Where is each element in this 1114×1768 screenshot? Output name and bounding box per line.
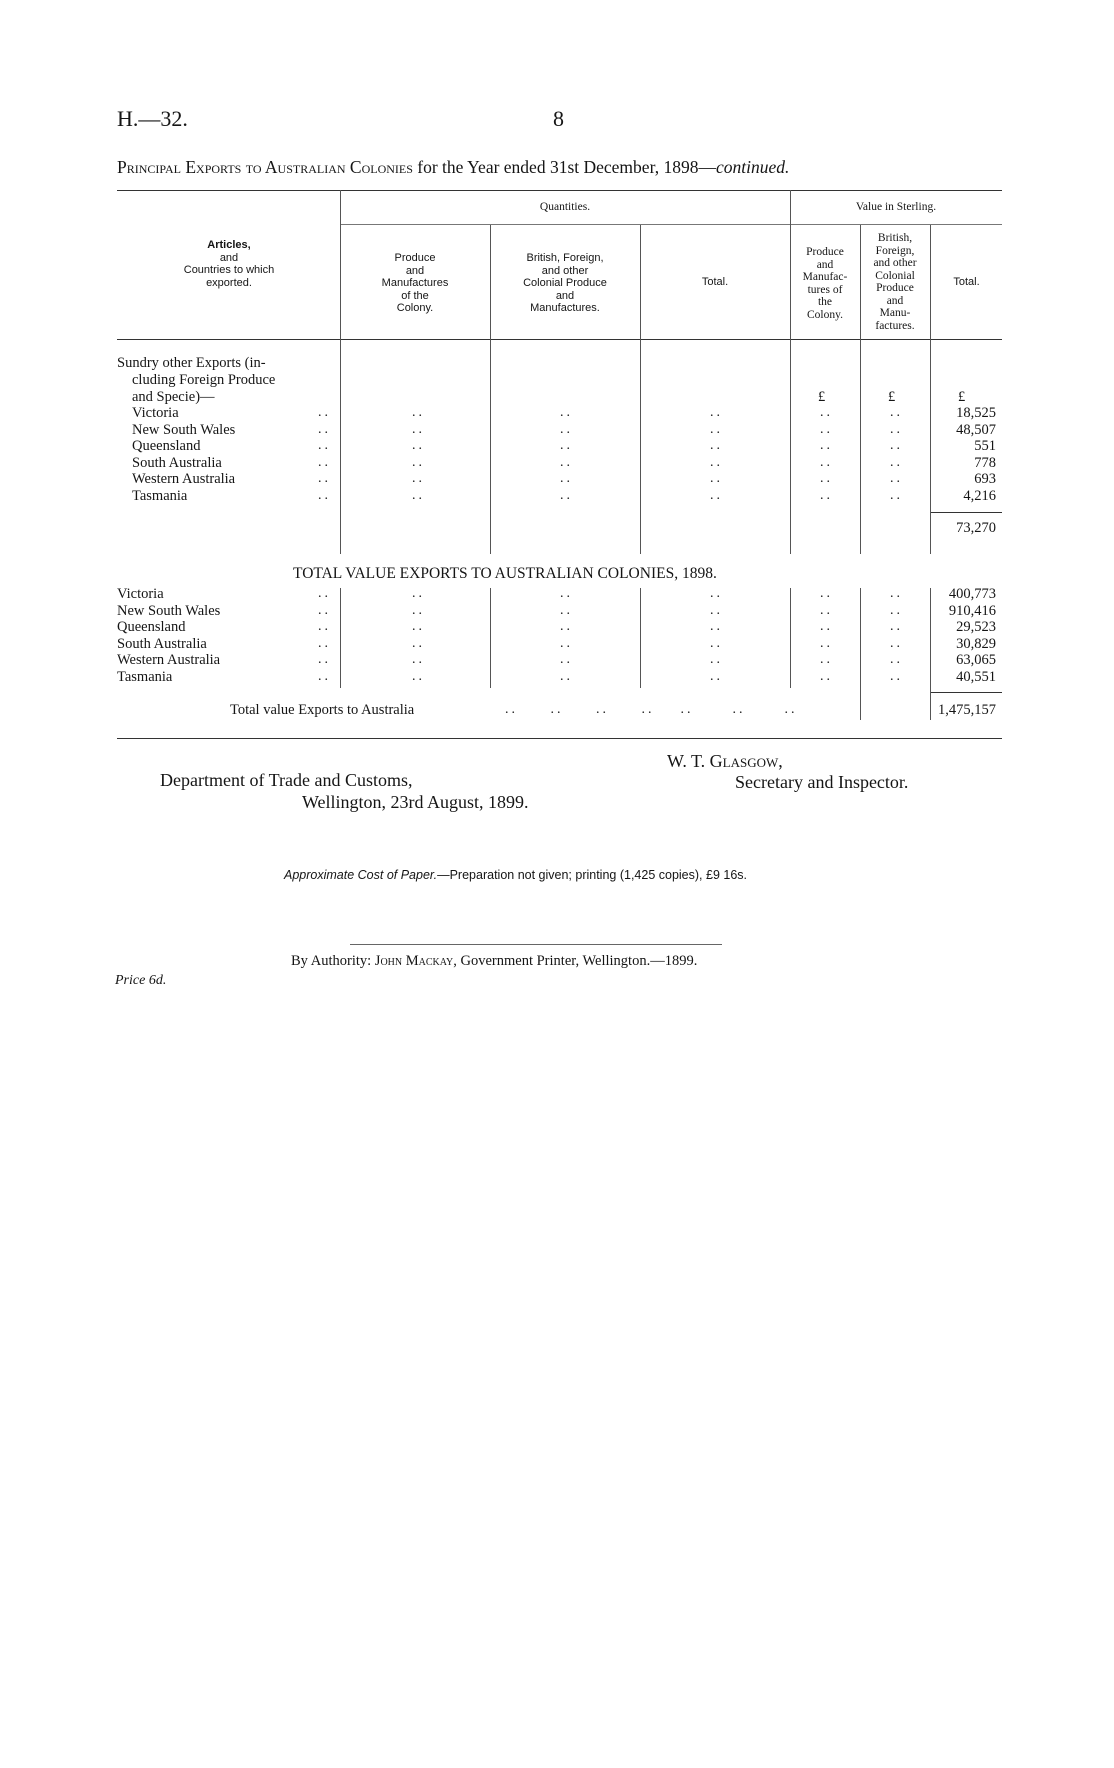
empty-cell-dots: .. <box>560 652 573 667</box>
currency-symbol: £ <box>818 389 826 405</box>
signatory-name: W. T. Glasgow, <box>667 751 783 771</box>
empty-cell-dots: .. <box>560 635 573 651</box>
title-main: for the Year ended 31st December, 1898— <box>412 157 716 177</box>
empty-cell-dots: .. <box>820 421 833 437</box>
cost-note: Approximate Cost of Paper.—Preparation not given; printing (1,425 copies), £9 16s. <box>284 868 747 882</box>
grand-total-rule <box>931 692 1002 693</box>
leader-dots: .. <box>318 471 331 486</box>
row-value: 63,065 <box>956 652 996 668</box>
row-value: 551 <box>974 438 996 454</box>
empty-cell-dots: .. <box>710 454 723 470</box>
empty-cell-dots: .. <box>890 635 903 651</box>
empty-cell-dots: .. <box>710 619 723 634</box>
empty-cell-dots: .. <box>560 602 573 618</box>
empty-cell-dots: .. <box>412 586 425 601</box>
empty-cell-dots: .. <box>890 454 903 470</box>
empty-cell-dots: .. <box>560 438 573 453</box>
empty-cell-dots: .. <box>412 619 425 634</box>
leader-dots: .. <box>318 405 331 420</box>
currency-symbol: £ <box>958 389 966 405</box>
row-name: Queensland <box>117 619 186 635</box>
empty-cell-dots: .. <box>710 405 723 420</box>
leader-dots: .. <box>318 619 331 634</box>
signatory-title: Secretary and Inspector. <box>735 772 909 792</box>
quantities-underline <box>340 224 790 225</box>
empty-cell-dots: .. <box>890 652 903 667</box>
row-value: 40,551 <box>956 668 996 685</box>
col-divider-4 <box>790 190 791 554</box>
totals-heading: TOTAL VALUE EXPORTS TO AUSTRALIAN COLONIES, 1898. <box>293 565 717 582</box>
empty-cell-dots: .. <box>560 586 573 601</box>
leader-dots: .. <box>318 586 331 601</box>
row-name: Queensland <box>132 438 201 454</box>
empty-cell-dots: .. <box>710 471 723 486</box>
quantities-header: Quantities. <box>539 201 591 213</box>
empty-cell-dots: .. <box>820 602 833 618</box>
empty-cell-dots: .. <box>560 454 573 470</box>
subtotal-rule <box>931 512 1002 513</box>
sundry-heading-line-1: Sundry other Exports (in- <box>117 355 266 371</box>
v-british-header: British, Foreign, and other Colonial Produce and Manu- factures. <box>873 232 917 332</box>
empty-cell-dots: .. <box>820 471 833 486</box>
empty-cell-dots: .. <box>710 635 723 651</box>
empty-cell-dots: .. <box>890 438 903 453</box>
v-total-header: Total. <box>953 276 980 288</box>
table-bottom-rule <box>117 738 1002 739</box>
sundry-subtotal: 73,270 <box>956 520 996 536</box>
leader-dots: .. <box>318 454 331 470</box>
articles-header: Articles, and Countries to which exported. <box>183 239 275 289</box>
empty-cell-dots: .. <box>820 487 833 503</box>
empty-cell-dots: .. <box>412 438 425 453</box>
sundry-heading-line-2: cluding Foreign Produce <box>132 372 276 388</box>
place-date-line: Wellington, 23rd August, 1899. <box>302 792 529 812</box>
empty-cell-dots: .. <box>560 421 573 437</box>
row-name: Western Australia <box>132 471 236 487</box>
empty-cell-dots: .. <box>710 487 723 503</box>
col-divider-6 <box>930 225 931 554</box>
currency-symbol: £ <box>888 389 896 405</box>
empty-cell-dots: .. <box>412 471 425 486</box>
title-italic: continued. <box>715 157 790 177</box>
page-number: 8 <box>553 106 564 131</box>
sundry-heading-line-3: and Specie)— <box>132 389 215 405</box>
col-divider-1b <box>340 588 341 688</box>
authority-rule <box>350 944 722 945</box>
row-value: 48,507 <box>956 421 996 438</box>
empty-cell-dots: .. <box>710 668 723 684</box>
page-title <box>117 157 1007 178</box>
row-name: Victoria <box>117 586 164 602</box>
v-produce-header: Produce and Manufac- tures of the Colony. <box>802 246 848 321</box>
empty-cell-dots: .. <box>820 668 833 684</box>
leader-dots: .. .. .. .. .. .. .. <box>505 702 798 717</box>
title-lead: Principal Exports to Australian Colonies <box>117 157 413 177</box>
empty-cell-dots: .. <box>890 602 903 618</box>
empty-cell-dots: .. <box>820 635 833 651</box>
q-total-header: Total. <box>701 276 729 288</box>
leader-dots: .. <box>318 602 331 618</box>
row-name: New South Wales <box>117 602 221 619</box>
col-divider-3b <box>640 588 641 688</box>
value-in-sterling-header: Value in Sterling. <box>855 201 937 213</box>
leader-dots: .. <box>318 668 331 684</box>
empty-cell-dots: .. <box>710 586 723 601</box>
leader-dots: .. <box>318 635 331 651</box>
empty-cell-dots: .. <box>820 405 833 420</box>
row-value: 18,525 <box>956 405 996 421</box>
q-british-header: British, Foreign, and other Colonial Produce and Manufactures. <box>523 252 607 314</box>
col-divider-2 <box>490 225 491 554</box>
grand-total-label: Total value Exports to Australia <box>230 702 415 718</box>
row-name: Tasmania <box>132 487 188 504</box>
empty-cell-dots: .. <box>820 652 833 667</box>
empty-cell-dots: .. <box>412 602 425 618</box>
empty-cell-dots: .. <box>890 405 903 420</box>
col-divider-1 <box>340 190 341 554</box>
empty-cell-dots: .. <box>820 619 833 634</box>
empty-cell-dots: .. <box>412 421 425 437</box>
empty-cell-dots: .. <box>890 668 903 684</box>
row-value: 400,773 <box>948 586 996 602</box>
empty-cell-dots: .. <box>710 438 723 453</box>
empty-cell-dots: .. <box>560 619 573 634</box>
empty-cell-dots: .. <box>412 454 425 470</box>
leader-dots: .. <box>318 487 331 503</box>
row-name: Victoria <box>132 405 179 421</box>
empty-cell-dots: .. <box>820 454 833 470</box>
empty-cell-dots: .. <box>560 668 573 684</box>
col-divider-2b <box>490 588 491 688</box>
empty-cell-dots: .. <box>560 487 573 503</box>
row-value: 778 <box>974 454 996 471</box>
empty-cell-dots: .. <box>890 421 903 437</box>
empty-cell-dots: .. <box>890 586 903 601</box>
row-name: South Australia <box>132 454 222 471</box>
empty-cell-dots: .. <box>560 471 573 486</box>
leader-dots: .. <box>318 438 331 453</box>
col-divider-4b <box>790 588 791 688</box>
col-divider-3 <box>640 225 641 554</box>
empty-cell-dots: .. <box>890 487 903 503</box>
empty-cell-dots: .. <box>560 405 573 420</box>
empty-cell-dots: .. <box>820 586 833 601</box>
price-label: Price 6d. <box>115 973 167 988</box>
row-name: South Australia <box>117 635 207 652</box>
empty-cell-dots: .. <box>412 652 425 667</box>
empty-cell-dots: .. <box>412 635 425 651</box>
row-name: Tasmania <box>117 668 173 685</box>
empty-cell-dots: .. <box>890 471 903 486</box>
grand-total-value: 1,475,157 <box>938 702 996 718</box>
document-reference: H.—32. <box>117 106 188 131</box>
value-underline <box>790 224 1002 225</box>
department-line: Department of Trade and Customs, <box>160 770 413 790</box>
col-divider-5b <box>860 588 861 720</box>
row-value: 30,829 <box>956 635 996 652</box>
empty-cell-dots: .. <box>890 619 903 634</box>
q-produce-header: Produce and Manufactures of the Colony. <box>381 252 449 314</box>
leader-dots: .. <box>318 421 331 437</box>
row-value: 910,416 <box>948 602 996 619</box>
empty-cell-dots: .. <box>710 602 723 618</box>
empty-cell-dots: .. <box>820 438 833 453</box>
row-name: Western Australia <box>117 652 221 668</box>
row-name: New South Wales <box>132 421 236 438</box>
empty-cell-dots: .. <box>710 652 723 667</box>
empty-cell-dots: .. <box>412 668 425 684</box>
leader-dots: .. <box>318 652 331 667</box>
row-value: 693 <box>974 471 996 487</box>
empty-cell-dots: .. <box>412 405 425 420</box>
row-value: 29,523 <box>956 619 996 635</box>
header-bottom-rule <box>117 339 1002 340</box>
table-top-rule <box>117 190 1002 191</box>
authority-line: By Authority: John Mackay, Government Printer, Wellington.—1899. <box>291 953 698 969</box>
row-value: 4,216 <box>963 487 996 504</box>
empty-cell-dots: .. <box>710 421 723 437</box>
empty-cell-dots: .. <box>412 487 425 503</box>
